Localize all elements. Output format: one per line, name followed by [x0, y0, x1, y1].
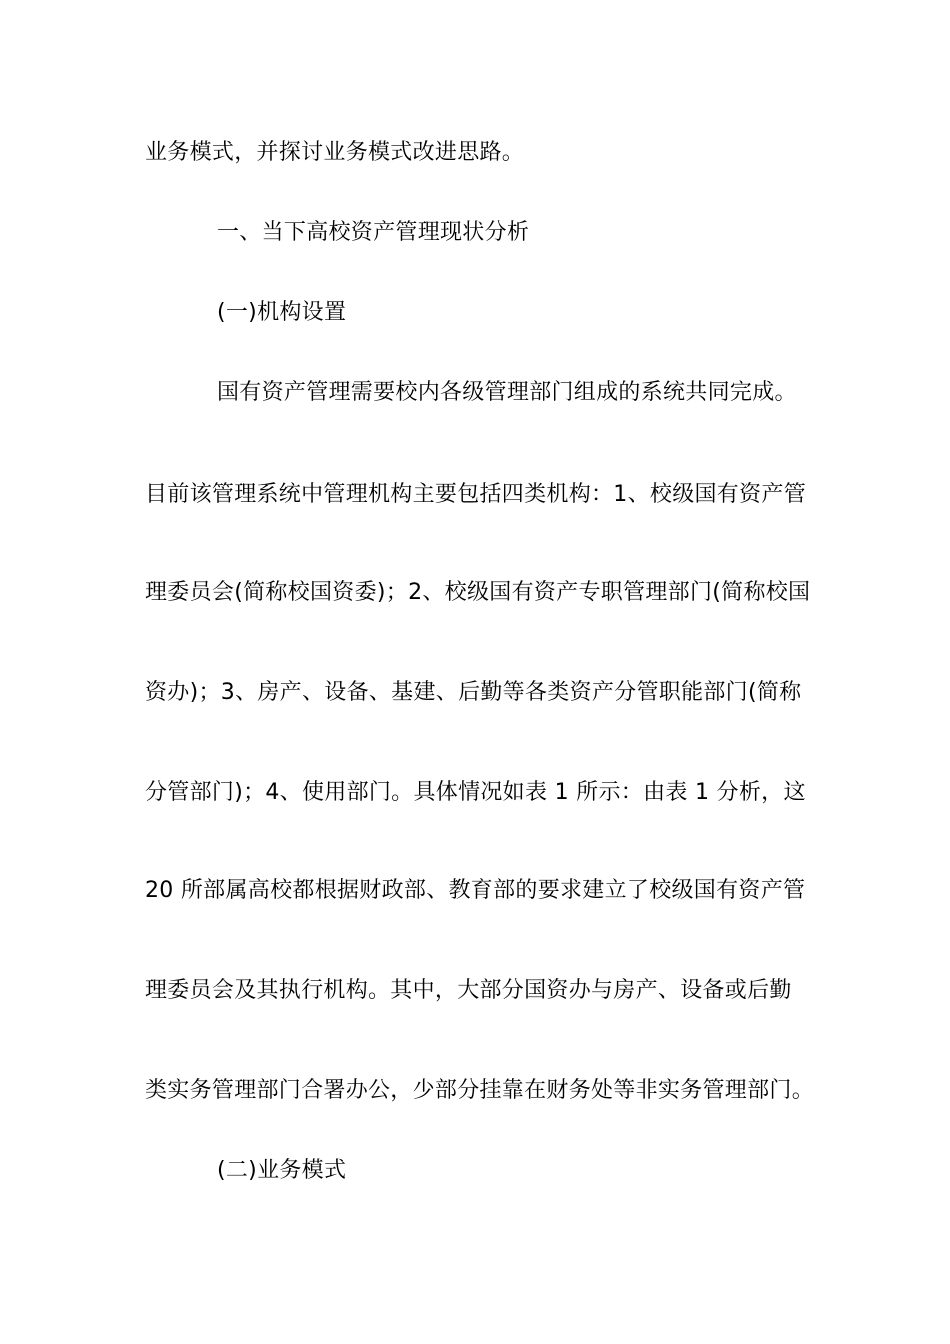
paragraph-line-4: 理委员会(简称校国资委)；2、校级国有资产专职管理部门(简称校国	[145, 580, 811, 605]
paragraph-line-7: 20 所部属高校都根据财政部、教育部的要求建立了校级国有资产管	[145, 878, 806, 903]
paragraph-line-8: 理委员会及其执行机构。其中，大部分国资办与房产、设备或后勤	[145, 978, 792, 1003]
paragraph-line-3: 目前该管理系统中管理机构主要包括四类机构：1、校级国有资产管	[145, 482, 806, 507]
paragraph-line-1: 业务模式，并探讨业务模式改进思路。	[145, 140, 525, 165]
paragraph-line-6: 分管部门)；4、使用部门。具体情况如表 1 所示：由表 1 分析，这	[145, 780, 806, 805]
paragraph-line-5: 资办)；3、房产、设备、基建、后勤等各类资产分管职能部门(简称	[145, 680, 802, 705]
paragraph-line-2: 国有资产管理需要校内各级管理部门组成的系统共同完成。	[217, 380, 797, 405]
subsection-heading-1: (一)机构设置	[217, 300, 347, 325]
subsection-heading-2: (二)业务模式	[217, 1158, 347, 1183]
paragraph-line-9: 类实务管理部门合署办公，少部分挂靠在财务处等非实务管理部门。	[145, 1078, 815, 1103]
section-heading-1: 一、当下高校资产管理现状分析	[217, 220, 530, 245]
